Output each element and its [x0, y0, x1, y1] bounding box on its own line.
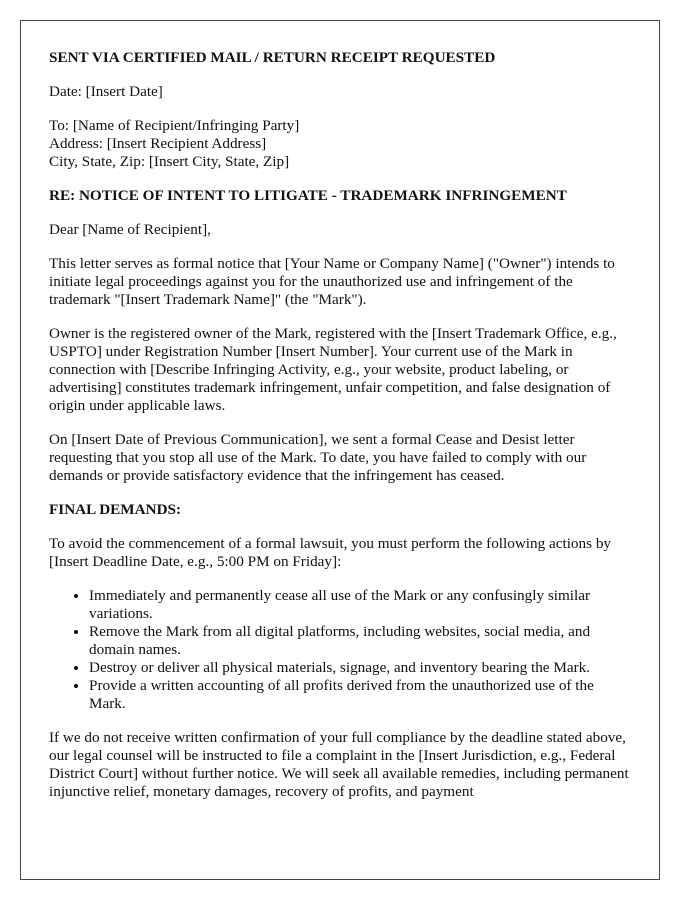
recipient-city-line: City, State, Zip: [Insert City, State, Zip]: [49, 153, 290, 170]
demand-item: • Destroy or deliver all physical materials, signage, and inventory bearing the Mark.: [89, 659, 631, 677]
mail-notice: SENT VIA CERTIFIED MAIL / RETURN RECEIPT REQUESTED: [49, 49, 496, 66]
demand-item: • Provide a written accounting of all profits derived from the unauthorized use of the Mark.: [89, 677, 631, 713]
salutation: Dear [Name of Recipient],: [49, 221, 211, 238]
closing-paragraph: If we do not receive written confirmation of your full compliance by the deadline stated above, our legal counsel will be instructed to file a complaint in the [Insert Jurisdiction, e.g., Federal District Court] without further notice. We will seek all available remedies, including permanent injunctive relief, monetary damages, recovery of profits, and payment: [49, 729, 629, 800]
demands-intro: To avoid the commencement of a formal lawsuit, you must perform the following actions by [Insert Deadline Date, e.g., 5:00 PM on Friday]:: [49, 535, 612, 570]
final-demands-heading: FINAL DEMANDS:: [49, 501, 182, 518]
recipient-address-line: Address: [Insert Recipient Address]: [49, 135, 267, 152]
re-line: RE: NOTICE OF INTENT TO LITIGATE - TRADEMARK INFRINGEMENT: [49, 187, 567, 204]
letter-page: [20, 20, 660, 880]
demand-item: • Remove the Mark from all digital platforms, including websites, social media, and domain names.: [89, 623, 631, 659]
date-line: Date: [Insert Date]: [49, 83, 163, 100]
recipient-name: To: [Name of Recipient/Infringing Party]: [49, 117, 300, 134]
paragraph-previous-communication: On [Insert Date of Previous Communication], we sent a formal Cease and Desist letter requesting that you stop all use of the Mark. To date, you have failed to comply with our demands or provide satisfactory evidence that the infringement has ceased.: [49, 431, 587, 484]
letter-body: [21, 21, 659, 801]
demand-item: • Immediately and permanently cease all use of the Mark or any confusingly similar variations.: [89, 587, 631, 623]
paragraph-intent: This letter serves as formal notice that [Your Name or Company Name] ("Owner") intends to initiate legal proceedings against you for the unauthorized use and infringement of the trademark "[Insert Trademark Name]" (the "Mark").: [49, 255, 615, 308]
paragraph-ownership: Owner is the registered owner of the Mark, registered with the [Insert Trademark Office, e.g., USPTO] under Registration Number [Insert Number]. Your current use of the Mark in connection with [Describe Infringing Activity, e.g., your website, product labeling, or advertising] constitutes trademark infringement, unfair competition, and false designation of origin under applicable laws.: [49, 325, 617, 414]
demands-list: [49, 587, 631, 713]
recipient-address: [49, 117, 631, 171]
